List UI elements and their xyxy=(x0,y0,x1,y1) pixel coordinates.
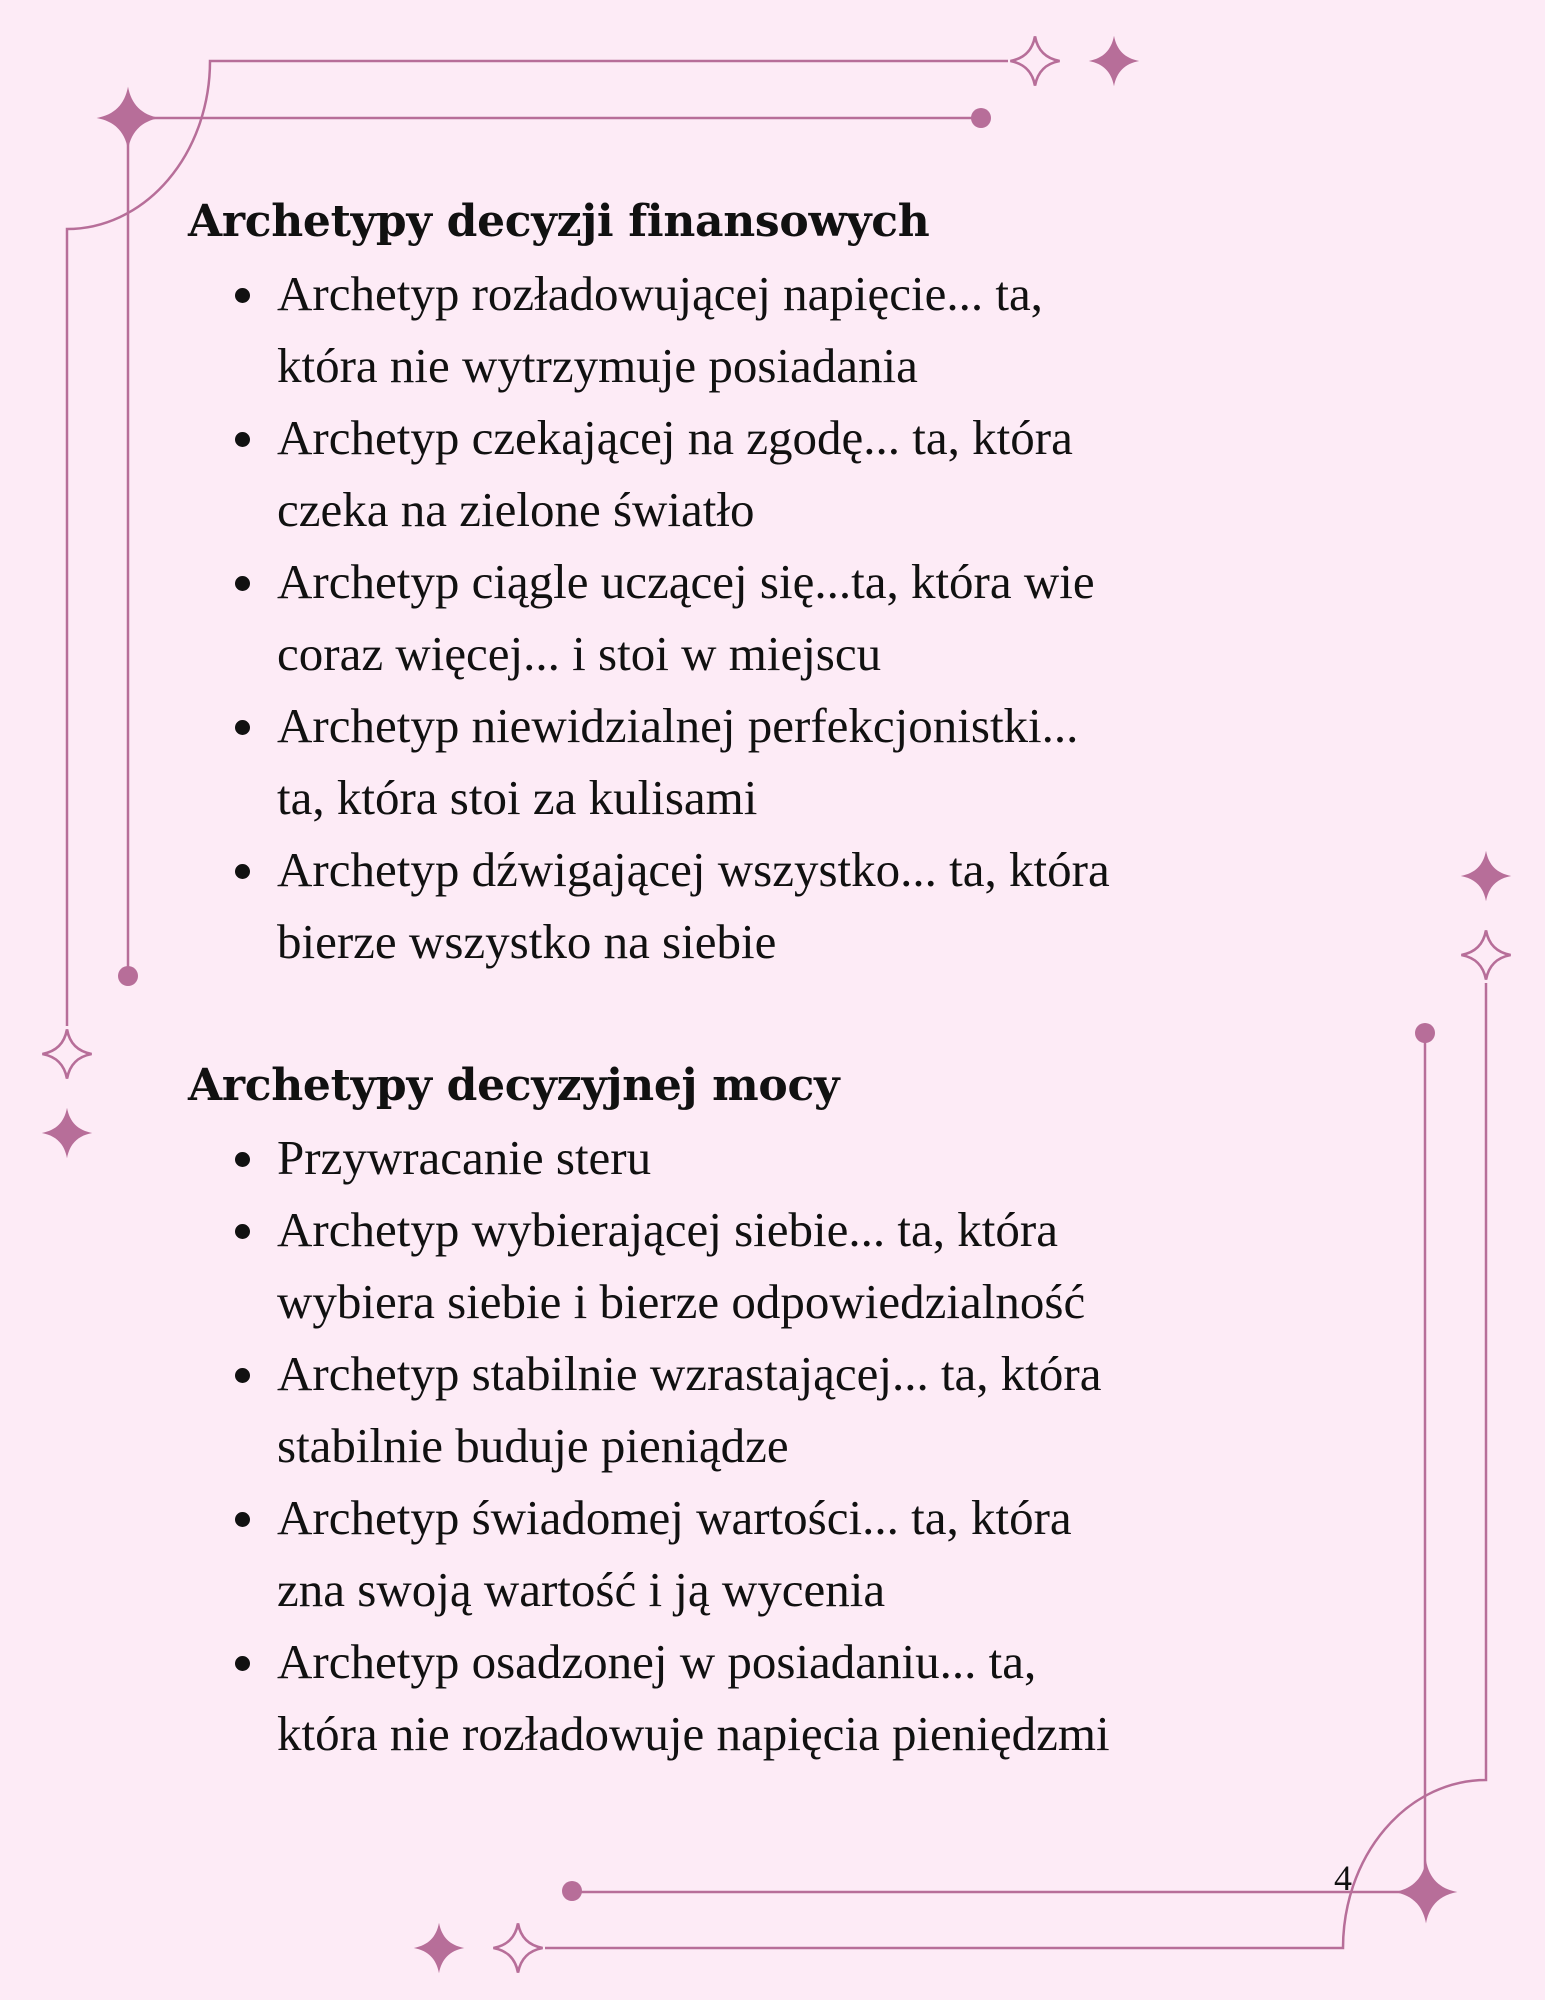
dot-icon xyxy=(118,966,138,986)
sparkle-outline-icon xyxy=(1010,36,1059,85)
bullet-icon xyxy=(235,1656,250,1671)
list-item: Przywracanie steru xyxy=(188,1122,1297,1194)
section-heading: Archetypy decyzji finansowych xyxy=(188,196,930,247)
page-number: 4 xyxy=(1334,1858,1352,1898)
list-item: Archetyp świadomej wartości... ta, która zna swoją wartość i ją wycenia xyxy=(188,1482,1297,1626)
section-heading: Archetypy decyzyjnej mocy xyxy=(188,1060,840,1111)
list-item: Archetyp wybierającej siebie... ta, która wybiera siebie i bierze odpowiedzialność xyxy=(188,1194,1297,1338)
list-item: Archetyp dźwigającej wszystko... ta, która bierze wszystko na siebie xyxy=(188,834,1297,978)
bullet-icon xyxy=(235,1368,250,1383)
bullet-icon xyxy=(235,1152,250,1167)
sparkle-outline-icon xyxy=(493,1923,542,1972)
bullet-icon xyxy=(235,432,250,447)
page-content xyxy=(188,186,1368,1770)
bullet-icon xyxy=(235,288,250,303)
sparkle-filled-icon xyxy=(1395,1861,1458,1924)
dot-icon xyxy=(1415,1023,1435,1043)
sparkle-outline-icon xyxy=(1461,930,1510,979)
bullet-icon xyxy=(235,720,250,735)
sparkle-filled-icon xyxy=(42,1108,92,1158)
sparkle-filled-icon xyxy=(414,1923,464,1973)
list-item: Archetyp ciągle uczącej się...ta, która wie coraz więcej... i stoi w miejscu xyxy=(188,546,1297,690)
section-financial-decisions xyxy=(188,186,1368,978)
bullet-icon xyxy=(235,864,250,879)
bullet-icon xyxy=(235,1512,250,1527)
dot-icon xyxy=(562,1881,582,1901)
dot-icon xyxy=(971,108,991,128)
sparkle-filled-icon xyxy=(1089,36,1139,86)
archetype-list xyxy=(188,258,1368,978)
bullet-icon xyxy=(235,1224,250,1239)
sparkle-filled-icon xyxy=(97,87,160,150)
sparkle-filled-icon xyxy=(1461,851,1511,901)
list-item: Archetyp osadzonej w posiadaniu... ta, która nie rozładowuje napięcia pieniędzmi xyxy=(188,1626,1297,1770)
archetype-list xyxy=(188,1122,1368,1770)
list-item: Archetyp niewidzialnej perfekcjonistki... ta, która stoi za kulisami xyxy=(188,690,1297,834)
sparkle-outline-icon xyxy=(42,1029,91,1078)
bullet-icon xyxy=(235,576,250,591)
list-item: Archetyp czekającej na zgodę... ta, która czeka na zielone światło xyxy=(188,402,1297,546)
list-item: Archetyp stabilnie wzrastającej... ta, która stabilnie buduje pieniądze xyxy=(188,1338,1297,1482)
list-item: Archetyp rozładowującej napięcie... ta, która nie wytrzymuje posiadania xyxy=(188,258,1297,402)
section-decision-power xyxy=(188,1050,1368,1770)
